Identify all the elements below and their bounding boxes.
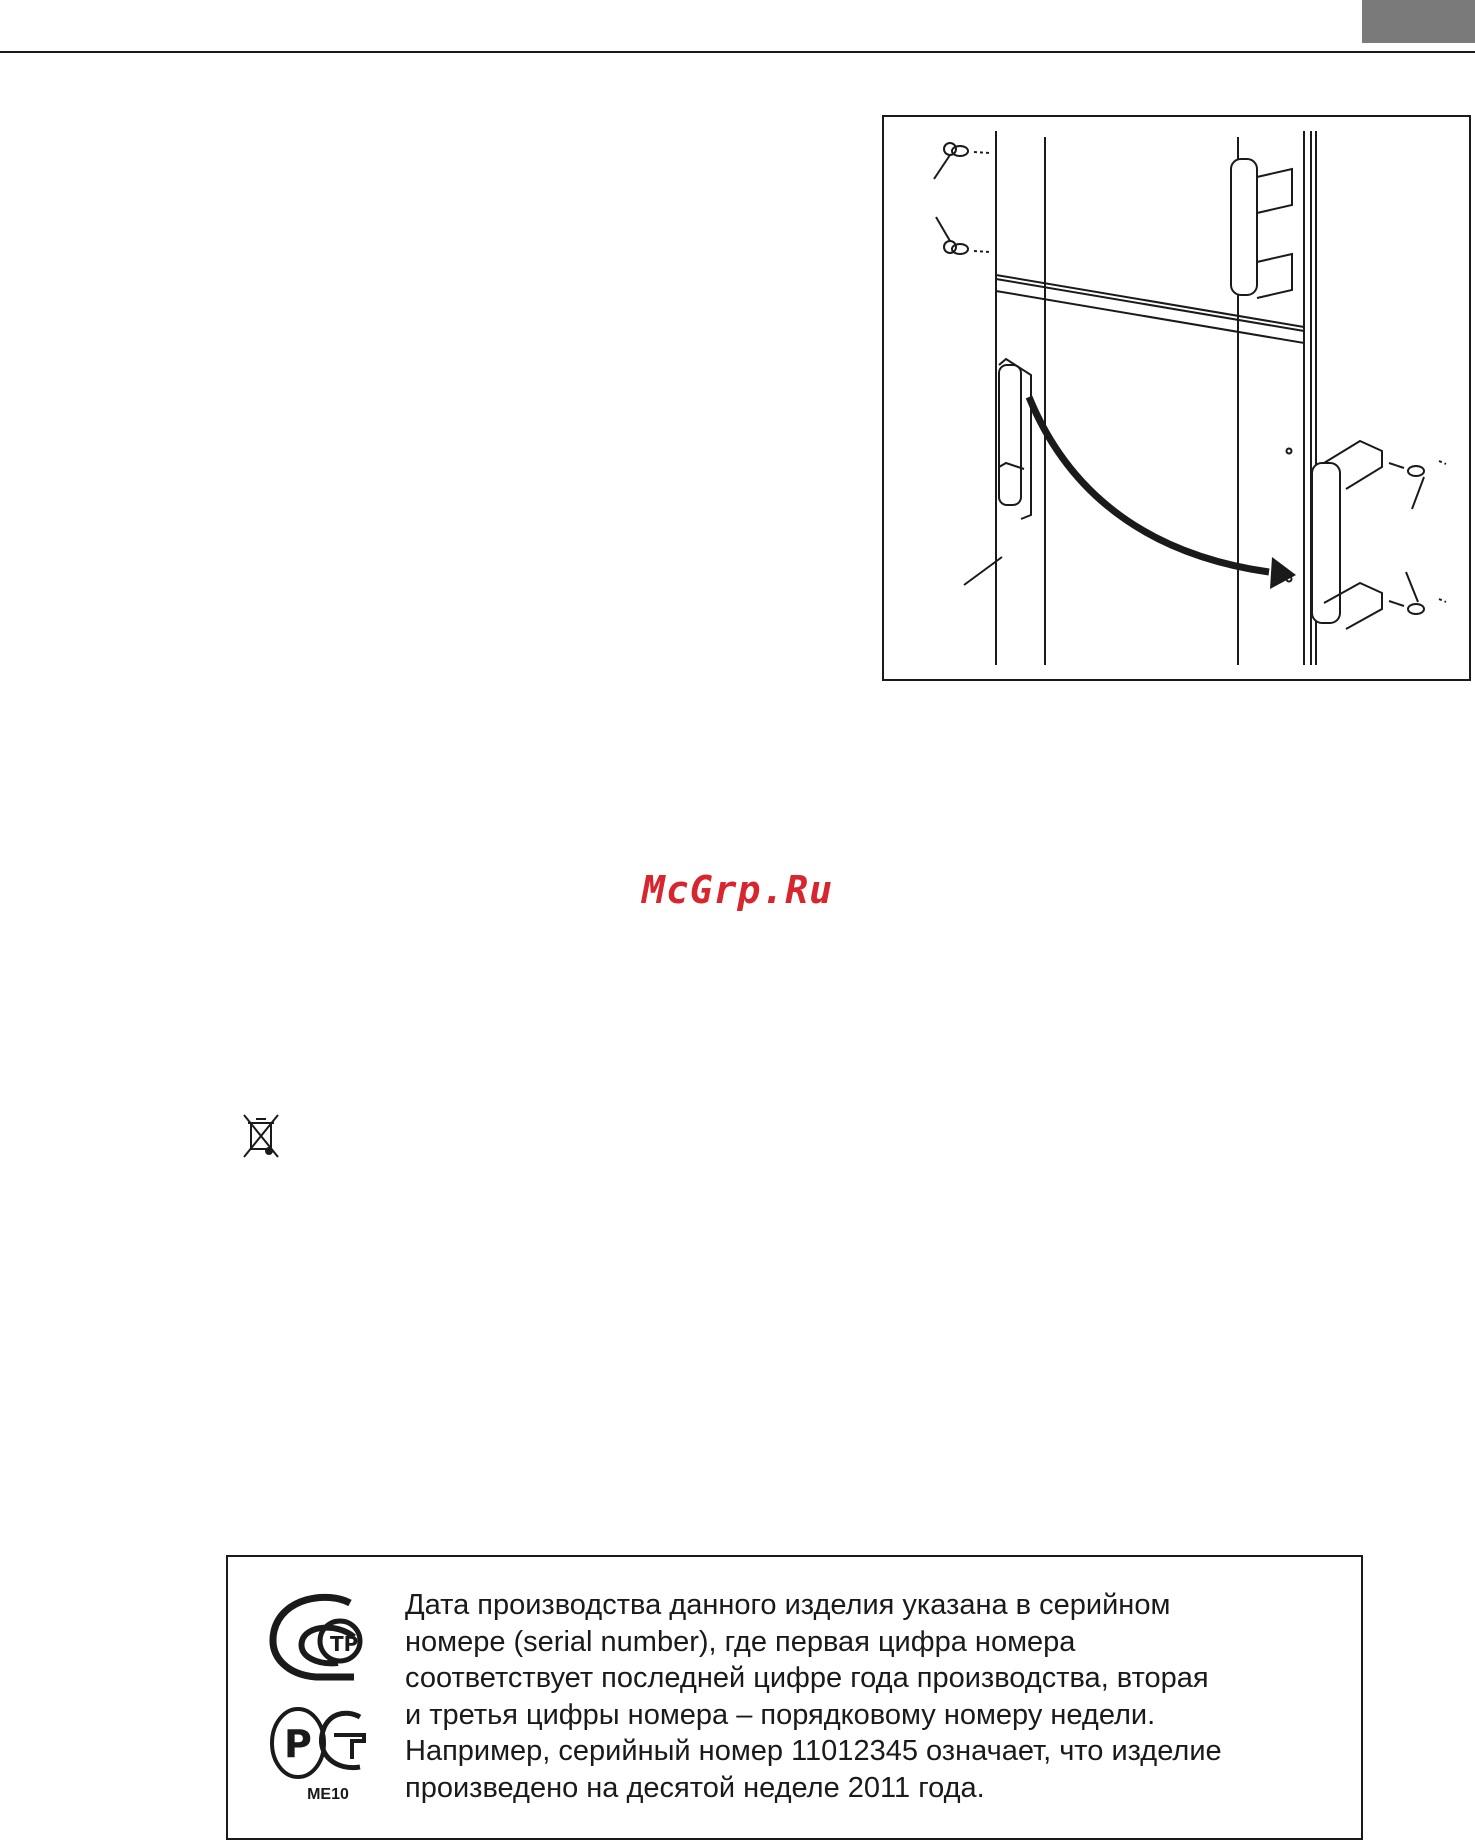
ctr-certification-mark — [273, 1597, 360, 1677]
production-date-text — [405, 1587, 1335, 1806]
info-line: Дата производства данного изделия указана в серийном — [405, 1589, 1171, 1621]
info-line: произведено на десятой неделе 2011 года. — [405, 1771, 985, 1804]
certification-code: ME10 — [307, 1786, 349, 1803]
production-date-info-box — [226, 1555, 1363, 1840]
svg-text:Р: Р — [284, 1722, 312, 1766]
watermark-text: McGrp.Ru — [641, 868, 834, 912]
svg-text:ТР: ТР — [330, 1632, 359, 1656]
info-line: Например, серийный номер 11012345 означает, что изделие — [405, 1735, 1222, 1767]
certification-logos — [268, 1593, 378, 1813]
fridge-door-illustration — [884, 117, 1469, 679]
info-line: и третья цифры номера – порядковому номеру недели. — [405, 1698, 1156, 1731]
page-number-tab — [1362, 0, 1475, 43]
info-line: номере (serial number), где первая цифра номера — [405, 1625, 1076, 1658]
rst-certification-mark — [272, 1709, 364, 1777]
header-rule — [0, 51, 1475, 53]
handle-relocation-figure — [882, 115, 1471, 681]
info-line: соответствует последней цифре года производства, вторая — [405, 1662, 1209, 1694]
crossed-out-wheelie-bin-icon — [242, 1113, 280, 1159]
